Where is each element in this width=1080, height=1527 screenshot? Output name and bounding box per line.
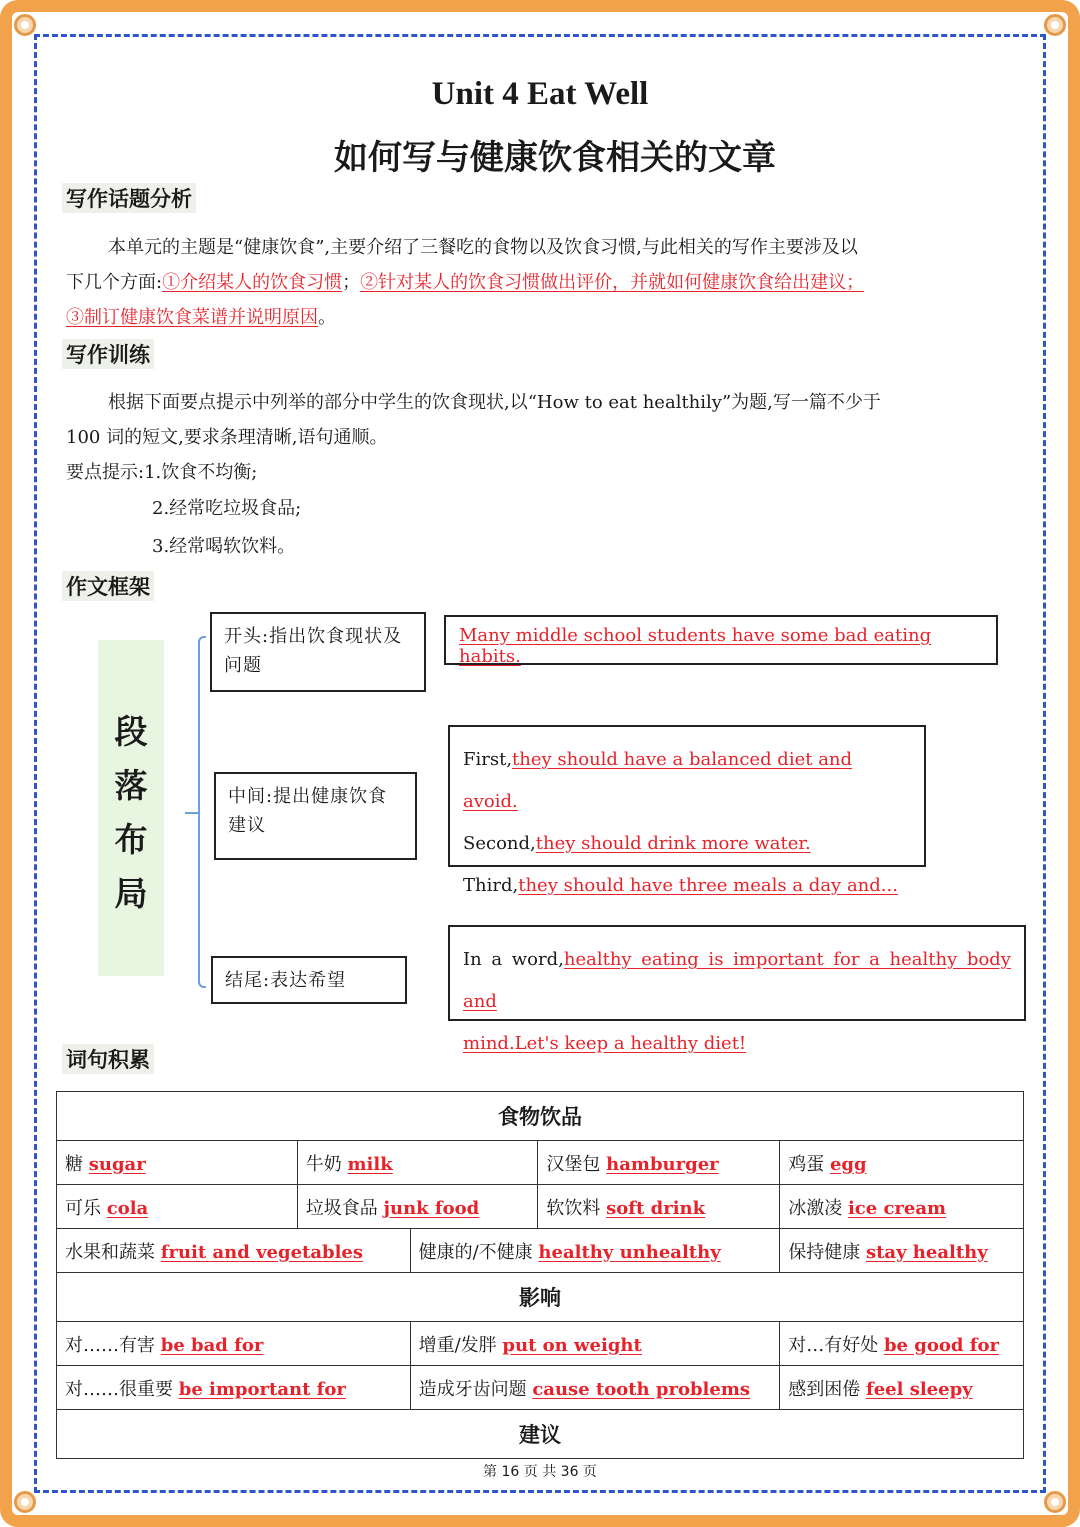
- table-row: [57, 1322, 1024, 1366]
- effects-header: 影响: [57, 1273, 1024, 1322]
- point-1: ①介绍某人的饮食习惯: [162, 272, 343, 293]
- en: soft drink: [606, 1197, 706, 1219]
- ending-text-box: [448, 925, 1026, 1054]
- en: milk: [347, 1153, 393, 1175]
- corner-ornament-icon: [1044, 14, 1066, 36]
- section-heading-vocabulary: 词句积累: [62, 1044, 154, 1074]
- tip-3: 3.经常喝软饮料。: [152, 536, 296, 557]
- section-heading-writing-practice: 写作训练: [62, 339, 154, 369]
- ending-line: [463, 1023, 1011, 1065]
- vocab-cell: [780, 1322, 1024, 1366]
- cn: 对……很重要: [65, 1378, 173, 1400]
- en: egg: [829, 1153, 867, 1175]
- page-number: 第 16 页 共 36 页: [483, 1464, 597, 1480]
- side-char: 布: [114, 820, 148, 859]
- paragraph-line: [66, 300, 1016, 335]
- cn: 感到困倦: [788, 1378, 861, 1400]
- text: 。: [318, 307, 336, 328]
- paragraph-line: 根据下面要点提示中列举的部分中学生的饮食现状,以“How to eat healthily”为题,写一篇不少于: [108, 392, 881, 413]
- cn: 牛奶: [305, 1153, 342, 1175]
- side-char: 局: [114, 874, 148, 913]
- cn: 可乐: [65, 1197, 101, 1219]
- vocab-cell: [57, 1141, 298, 1185]
- cn: 冰激凌: [788, 1197, 843, 1219]
- opening-text: Many middle school students have some bad eating habits.: [459, 625, 932, 667]
- food-drink-header: 食物饮品: [57, 1092, 1024, 1141]
- corner-ornament-icon: [14, 1491, 36, 1513]
- vocab-cell: [410, 1322, 780, 1366]
- suggestion-1: they should have a balanced diet and avoid.: [463, 749, 853, 812]
- cn: 鸡蛋: [788, 1153, 825, 1175]
- en: hamburger: [606, 1153, 719, 1175]
- middle-line: [463, 823, 911, 865]
- en: cause tooth problems: [532, 1378, 751, 1400]
- table-row: [57, 1273, 1024, 1322]
- tip-1: 1.饮食不均衡;: [144, 462, 258, 483]
- en: be bad for: [160, 1334, 264, 1356]
- paragraph-layout-label: [98, 640, 164, 976]
- text: Third,: [463, 875, 519, 896]
- tips-label: 要点提示:: [66, 462, 145, 483]
- en: healthy unhealthy: [538, 1241, 721, 1263]
- vocab-cell: [780, 1141, 1024, 1185]
- vocab-cell: [538, 1141, 780, 1185]
- en: be important for: [178, 1378, 346, 1400]
- suggestion-2: they should drink more water.: [535, 833, 811, 854]
- paragraph-line: 100 词的短文,要求条理清晰,语句通顺。: [66, 427, 388, 448]
- en: junk food: [383, 1197, 480, 1219]
- en: be good for: [883, 1334, 999, 1356]
- en: put on weight: [502, 1334, 642, 1356]
- vocab-cell: [297, 1141, 538, 1185]
- vocab-cell: [780, 1185, 1024, 1229]
- text: ；: [342, 272, 361, 293]
- vocab-cell: [57, 1229, 411, 1273]
- vocab-cell: [410, 1366, 780, 1410]
- brace: [198, 636, 206, 988]
- table-row: [57, 1410, 1024, 1459]
- table-row: [57, 1229, 1024, 1273]
- brace-connector: [185, 812, 199, 814]
- cn: 增重/发胖: [418, 1334, 497, 1356]
- page-title: Unit 4 Eat Well: [431, 76, 649, 112]
- side-char: 落: [114, 766, 148, 805]
- paragraph-line: [66, 265, 1016, 300]
- en: fruit and vegetables: [160, 1241, 364, 1263]
- cn: 对…有好处: [788, 1334, 879, 1356]
- section-heading-essay-framework: 作文框架: [62, 571, 154, 601]
- ending-text-1: healthy eating is important for a healthy body and: [463, 949, 1011, 1012]
- cn: 对……有害: [65, 1334, 155, 1356]
- cn: 造成牙齿问题: [418, 1378, 527, 1400]
- cn: 糖: [65, 1153, 83, 1175]
- vocab-cell: [297, 1185, 538, 1229]
- middle-text-box: [448, 725, 926, 896]
- corner-ornament-icon: [1044, 1491, 1066, 1513]
- table-row: [57, 1185, 1024, 1229]
- tip-2: 2.经常吃垃圾食品;: [152, 498, 302, 519]
- en: sugar: [88, 1153, 146, 1175]
- text: First,: [463, 749, 513, 770]
- page-subtitle: 如何写与健康饮食相关的文章: [334, 138, 776, 178]
- advice-header: 建议: [57, 1410, 1024, 1459]
- point-3: ③制订健康饮食菜谱并说明原因: [66, 307, 318, 328]
- paragraph-line: 本单元的主题是“健康饮食”,主要介绍了三餐吃的食物以及饮食习惯,与此相关的写作主要涉及以: [108, 237, 858, 258]
- writing-practice-paragraph: [66, 385, 1016, 566]
- middle-label-box: 中间:提出健康饮食建议: [214, 772, 417, 860]
- cn: 软饮料: [546, 1197, 601, 1219]
- cn: 垃圾食品: [305, 1197, 378, 1219]
- en: stay healthy: [865, 1241, 988, 1263]
- vocab-cell: [57, 1366, 411, 1410]
- ending-text-2: mind.Let's keep a healthy diet!: [463, 1033, 747, 1054]
- vocab-cell: [410, 1229, 780, 1273]
- cn: 健康的/不健康: [418, 1241, 533, 1263]
- middle-line: [463, 739, 911, 823]
- en: feel sleepy: [865, 1378, 973, 1400]
- corner-ornament-icon: [14, 14, 36, 36]
- table-row: [57, 1141, 1024, 1185]
- en: ice cream: [847, 1197, 947, 1219]
- middle-line: [463, 865, 911, 907]
- vocabulary-table: [56, 1091, 1024, 1459]
- vocab-cell: [780, 1229, 1024, 1273]
- text: 下几个方面:: [66, 272, 163, 293]
- table-row: [57, 1366, 1024, 1410]
- suggestion-3: they should have three meals a day and...: [518, 875, 898, 896]
- text: In a word,: [463, 949, 564, 970]
- vocab-cell: [780, 1366, 1024, 1410]
- cn: 汉堡包: [546, 1153, 601, 1175]
- ending-label-box: 结尾:表达希望: [211, 956, 407, 1004]
- side-char: 段: [114, 712, 148, 751]
- topic-analysis-paragraph: [66, 230, 1016, 335]
- text: Second,: [463, 833, 536, 854]
- en: cola: [106, 1197, 149, 1219]
- paragraph-line: [66, 455, 1016, 490]
- vocab-cell: [57, 1322, 411, 1366]
- vocab-cell: [538, 1185, 780, 1229]
- cn: 保持健康: [788, 1241, 861, 1263]
- vocab-cell: [57, 1185, 298, 1229]
- table-row: [57, 1092, 1024, 1141]
- cn: 水果和蔬菜: [65, 1241, 155, 1263]
- ending-line: [463, 939, 1011, 1023]
- opening-label-box: 开头:指出饮食现状及问题: [210, 612, 426, 692]
- section-heading-topic-analysis: 写作话题分析: [62, 183, 196, 213]
- opening-text-box: [444, 615, 998, 665]
- point-2: ②针对某人的饮食习惯做出评价，并就如何健康饮食给出建议；: [360, 272, 865, 293]
